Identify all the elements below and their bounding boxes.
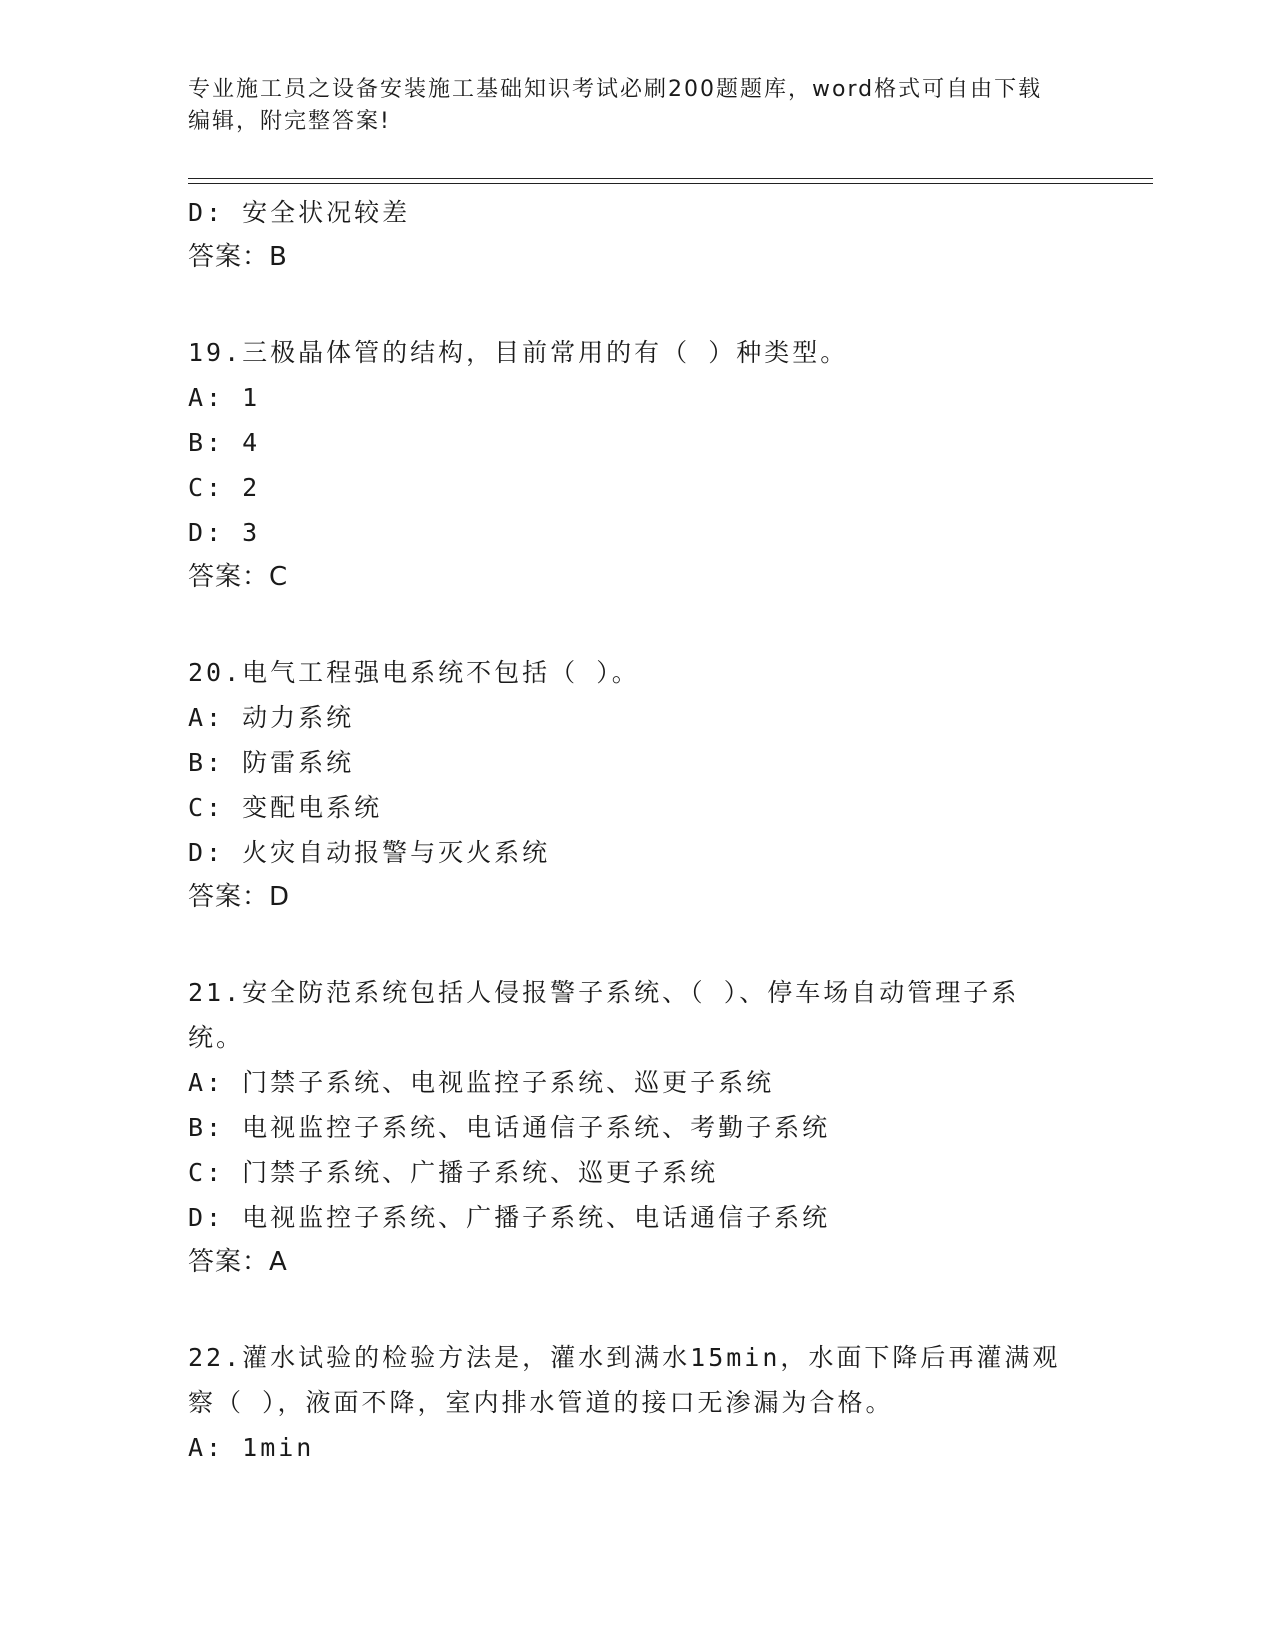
question-stem-line-1: 22.灌水试验的检验方法是，灌水到满水15min，水面下降后再灌满观 — [188, 1343, 1061, 1372]
option-a: A: 门禁子系统、电视监控子系统、巡更子系统 — [188, 1068, 775, 1097]
answer-line: 答案：B — [188, 242, 288, 272]
header-title-line-2: 编辑，附完整答案! — [188, 109, 391, 134]
question-stem: 19.三极晶体管的结构，目前常用的有（ ）种类型。 — [188, 338, 849, 367]
option-a: A: 动力系统 — [188, 703, 355, 732]
page-header — [188, 74, 1088, 138]
question-stem-line-2: 统。 — [188, 1023, 245, 1052]
question-21 — [188, 970, 1068, 1285]
option-c: C: 门禁子系统、广播子系统、巡更子系统 — [188, 1158, 719, 1187]
option-c: C: 变配电系统 — [188, 793, 383, 822]
question-19 — [188, 330, 1068, 600]
header-title-line-1: 专业施工员之设备安装施工基础知识考试必刷200题题库，word格式可自由下载 — [188, 77, 1043, 102]
question-20 — [188, 650, 1068, 920]
answer-line: 答案：A — [188, 1247, 288, 1277]
option-d: D: 电视监控子系统、广播子系统、电话通信子系统 — [188, 1203, 831, 1232]
option-b: B: 4 — [188, 428, 261, 457]
option-c: C: 2 — [188, 473, 261, 502]
option-a: A: 1 — [188, 383, 261, 412]
answer-line: 答案：D — [188, 882, 291, 912]
question-stem-line-1: 21.安全防范系统包括人侵报警子系统、（ ）、停车场自动管理子系 — [188, 978, 1020, 1007]
option-d: D: 火灾自动报警与灭火系统 — [188, 838, 551, 867]
option-d: D: 3 — [188, 518, 261, 547]
header-divider-bottom — [188, 183, 1153, 184]
option-b: B: 防雷系统 — [188, 748, 355, 777]
question-22 — [188, 1335, 1068, 1470]
option-b: B: 电视监控子系统、电话通信子系统、考勤子系统 — [188, 1113, 831, 1142]
answer-line: 答案：C — [188, 562, 289, 592]
option-a: A: 1min — [188, 1433, 315, 1462]
question-stem: 20.电气工程强电系统不包括（ ）。 — [188, 658, 640, 687]
header-divider-top — [188, 178, 1153, 179]
question-18-tail — [188, 190, 1068, 280]
option-d: D: 安全状况较差 — [188, 198, 411, 227]
document-body — [188, 190, 1068, 1470]
question-stem-line-2: 察（ ），液面不降，室内排水管道的接口无渗漏为合格。 — [188, 1388, 894, 1417]
